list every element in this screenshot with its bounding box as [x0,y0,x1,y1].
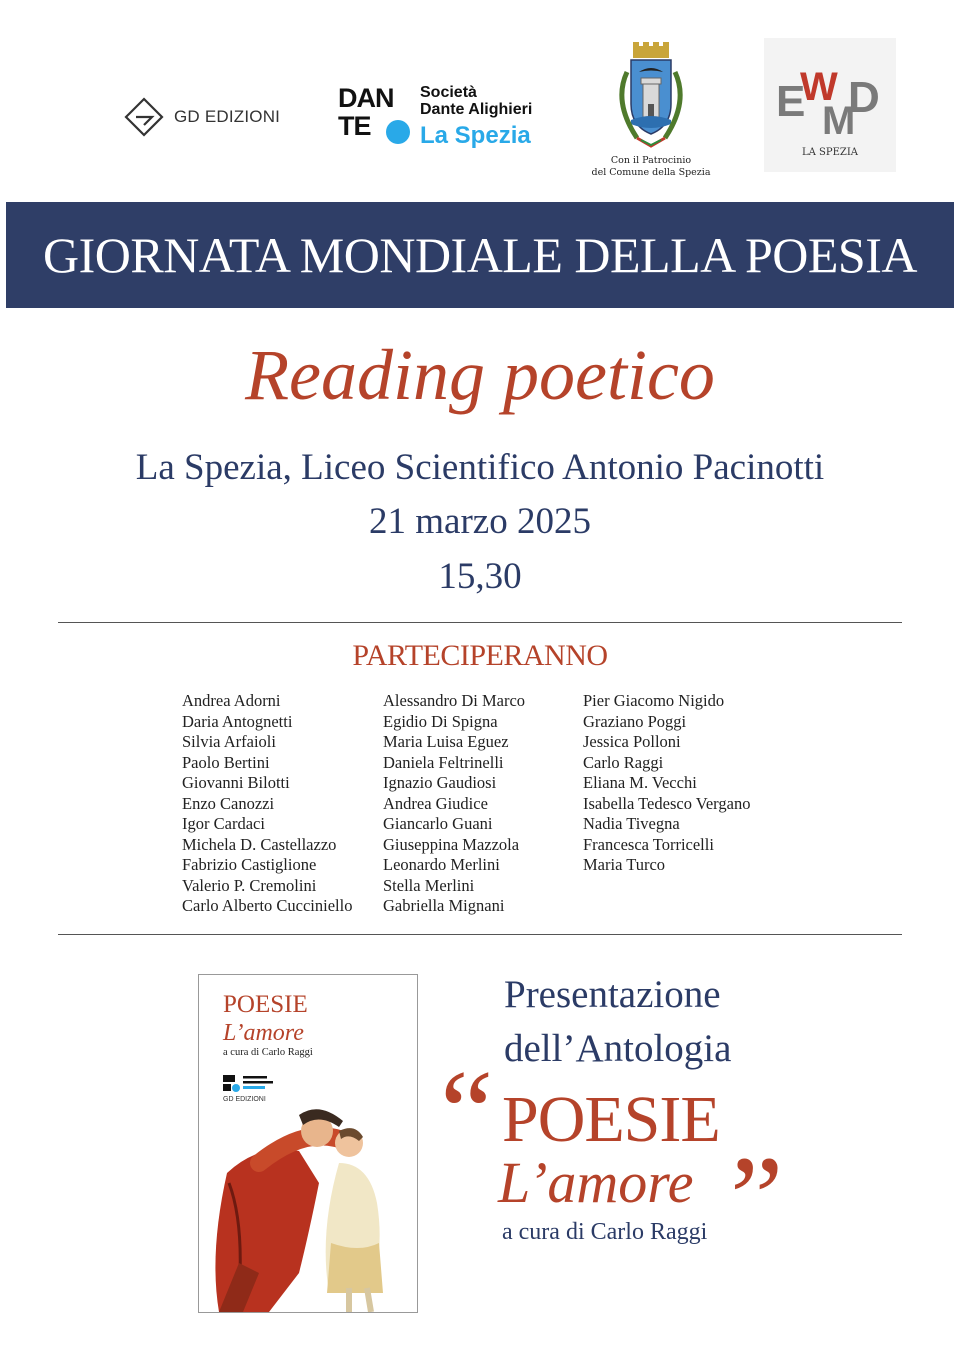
dante-blue-dot [386,120,410,144]
participant-name: Maria Turco [583,855,666,874]
ewmd-mark-icon [764,38,896,138]
participant-name: Ignazio Gaudiosi [383,773,497,792]
participant-name: Carlo Raggi [583,752,664,772]
ewmd-caption: LA SPEZIA [801,147,859,158]
participant-name: Gabriella Mignani [383,896,505,915]
participant-name: Giancarlo Guani [383,814,493,833]
participants-column-2 [383,691,525,917]
ewmd-letter-w: W [800,65,838,109]
event-date: 21 marzo 2025 [369,501,591,542]
kiss-painting-image [199,1103,417,1312]
coat-of-arms-icon [603,42,699,152]
participants-column-3 [583,691,750,876]
book-cover [198,974,418,1313]
participant-name: Isabella Tedesco Vergano [583,793,751,813]
gd-logo-text: GD EDIZIONI [174,107,281,126]
participants-column-1 [182,691,352,917]
book-cover-title: POESIE [223,991,308,1018]
societa-dante-alighieri-logo [338,84,548,150]
participant-name: Daria Antognetti [182,711,293,731]
ewmd-logo [764,38,896,172]
comune-della-spezia-crest [591,42,711,182]
dante-letters: DAN TE [338,83,394,141]
participant-name: Enzo Canozzi [182,793,275,813]
participant-name: Pier Giacomo Nigido [583,691,725,710]
anthology-title: POESIE [502,1083,720,1156]
book-dante-logo-icon [223,1073,283,1093]
participant-name: Michela D. Castellazzo [182,834,337,854]
participant-name: Giuseppina Mazzola [383,834,520,854]
presentation-line-1: Presentazione [504,973,721,1016]
participant-name: Paolo Bertini [182,752,270,772]
gd-diamond-icon [124,97,164,137]
participant-name: Francesca Torricelli [583,834,714,854]
comune-caption: Con il Patrocinio del Comune della Spezia [591,155,711,178]
participant-name: Leonardo Merlini [383,855,500,874]
banner-title: GIORNATA MONDIALE DELLA POESIA [42,227,917,283]
close-quote-mark: ” [730,1131,784,1264]
participant-name: Nadia Tivegna [583,814,680,833]
participant-name: Fabrizio Castiglione [182,855,317,874]
ewmd-letter-m: M [822,99,856,138]
participant-name: Alessandro Di Marco [383,691,526,710]
gd-edizioni-logo [124,95,284,139]
participant-name: Silvia Arfaioli [182,732,276,751]
participant-name: Stella Merlini [383,875,475,895]
event-time: 15,30 [438,556,522,597]
presentation-line-2: dell’Antologia [504,1027,732,1070]
event-venue: La Spezia, Liceo Scientifico Antonio Pacinotti [135,447,825,488]
participant-name: Eliana M. Vecchi [583,773,697,792]
participant-name: Andrea Giudice [383,793,488,813]
participant-name: Andrea Adorni [182,691,281,710]
ewmd-letter-d: D [848,73,880,122]
title-banner [6,202,954,308]
participant-name: Carlo Alberto Cucciniello [182,896,353,915]
participant-name: Daniela Feltrinelli [383,752,504,772]
participant-name: Igor Cardaci [182,814,265,833]
book-cover-subtitle: L’amore [223,1020,304,1046]
event-title: Reading poetico [245,335,715,415]
participant-name: Graziano Poggi [583,711,687,731]
dante-society-name: Società Dante Alighieri [420,84,533,118]
participant-name: Egidio Di Spigna [383,711,498,731]
open-quote-mark: “ [440,1045,494,1178]
book-cover-editor: a cura di Carlo Raggi [223,1047,313,1058]
participant-name: Giovanni Bilotti [182,773,290,792]
anthology-subtitle: L’amore [498,1150,694,1215]
anthology-editor: a cura di Carlo Raggi [502,1219,708,1245]
ewmd-letter-e: E [776,77,806,126]
participant-name: Jessica Polloni [583,732,681,751]
divider-top [58,622,902,623]
participant-name: Valerio P. Cremolini [182,875,317,895]
participants-heading: PARTECIPERANNO [352,639,608,672]
dante-city: La Spezia [420,122,531,149]
book-publisher: GD EDIZIONI [223,1096,266,1103]
divider-bottom [58,934,902,935]
participant-name: Maria Luisa Eguez [383,732,509,751]
